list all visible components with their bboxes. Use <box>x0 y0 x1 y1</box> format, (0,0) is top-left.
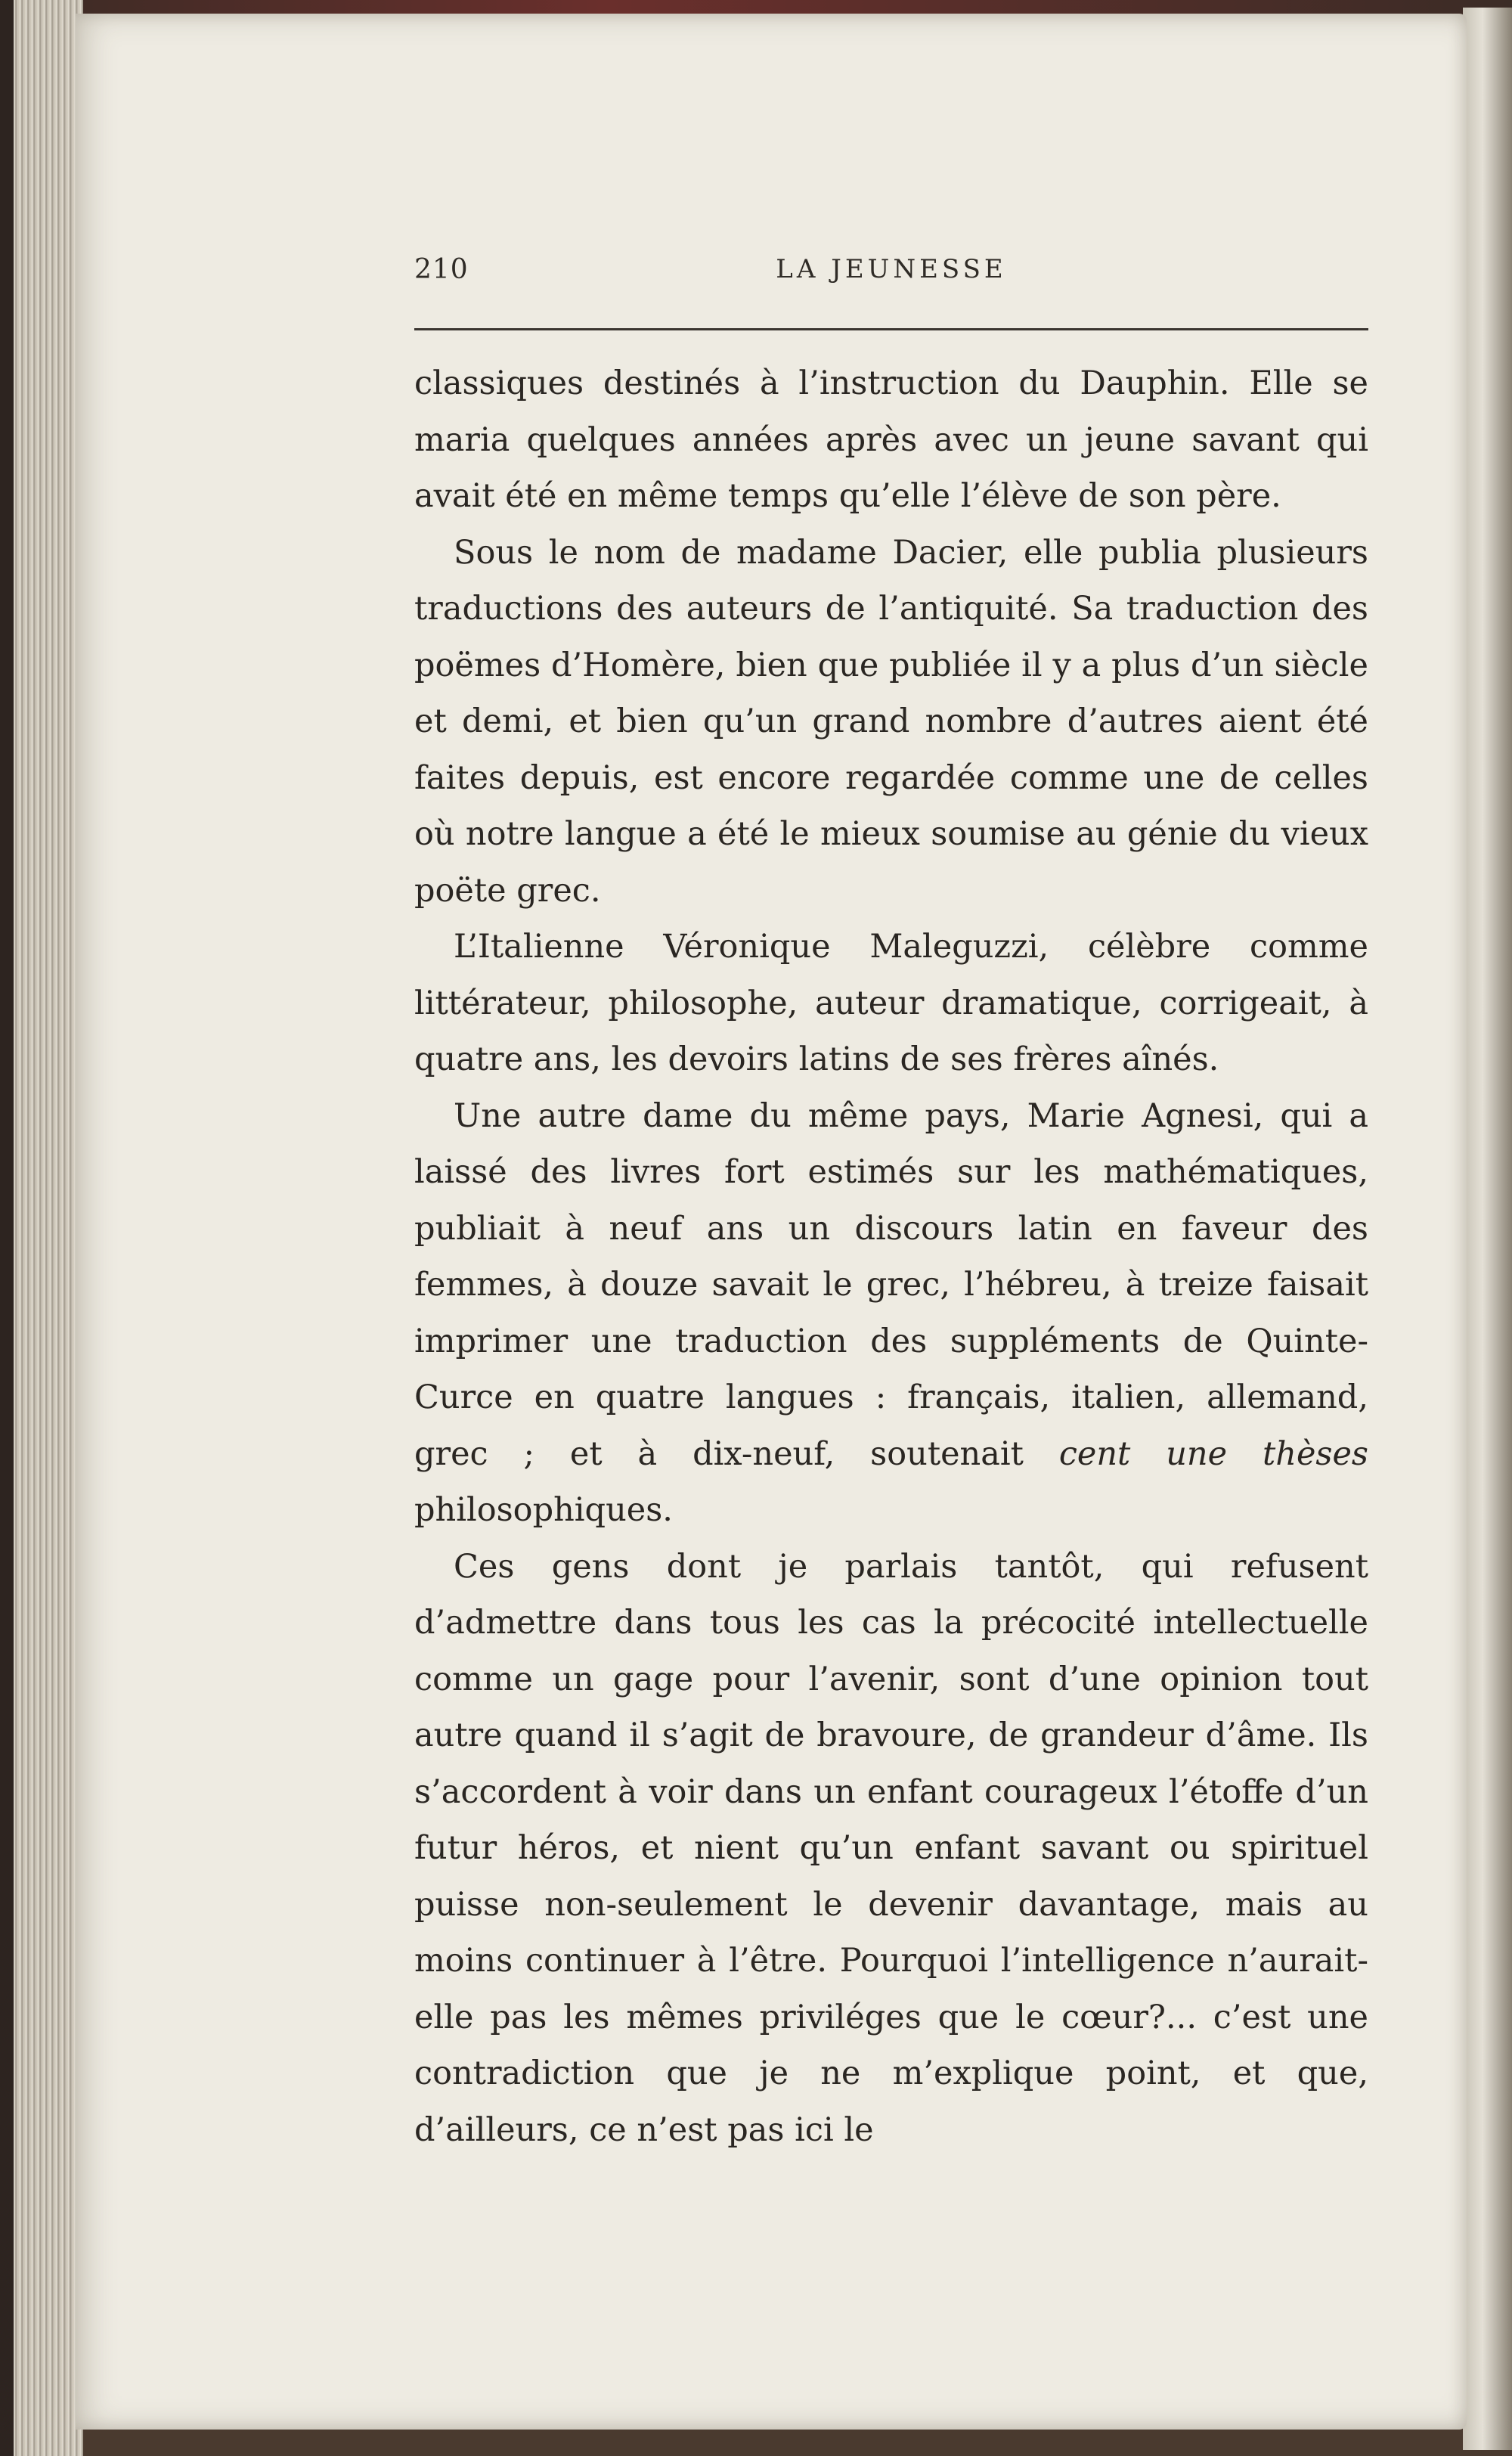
paragraph: Ces gens dont je parlais tantôt, qui refusent d’admettre dans tous les cas la précocité intellectuelle comme un gage pour l’avenir, sont d’une opinion tout autre quand il s’agit de bravoure, de grandeur d’âme. Ils s’accordent à voir dans un enfant courageux l’étoffe d’un futur héros, et nient qu’un enfant savant ou spirituel puisse non-seulement le devenir davantage, mais au moins continuer à l’être. Pourquoi l’intelligence n’aurait-elle pas les mêmes priviléges que le cœur?... c’est une contradiction que je ne m’explique point, et que, d’ailleurs, ce n’est pas ici le <box>414 1547 1368 2149</box>
right-page-edge <box>1463 8 1512 2450</box>
paragraph: classiques destinés à l’instruction du Dauphin. Elle se maria quelques années après avec un jeune savant qui avait été en même temps qu’elle l’élève de son père. <box>414 364 1368 515</box>
book-cover-edge <box>0 0 1512 14</box>
paragraph-text: philosophiques. <box>414 1491 673 1529</box>
page-number: 210 <box>414 254 469 285</box>
paragraph <box>414 1088 1368 1539</box>
italic-phrase: cent une thèses <box>1058 1434 1368 1473</box>
paragraph: L’Italienne Véronique Maleguzzi, célèbre comme littérateur, philosophe, auteur dramatique, corrigeait, à quatre ans, les devoirs latins de ses frères aînés. <box>414 928 1368 1078</box>
book-page-edges <box>0 0 83 2456</box>
page-header <box>414 254 1368 299</box>
book-binding <box>0 0 14 2456</box>
paragraph-text: Une autre dame du même pays, Marie Agnesi, qui a laissé des livres fort estimés sur les mathématiques, publiait à neuf ans un discours latin en faveur des femmes, à douze savait le grec, l’hébreu, à treize faisait imprimer une traduction des suppléments de Quinte-Curce en quatre langues : français, italien, allemand, grec ; et à dix-neuf, soutenait <box>414 1096 1368 1473</box>
running-head: LA JEUNESSE <box>776 254 1007 284</box>
body-text <box>414 355 1368 2158</box>
header-rule <box>414 328 1368 330</box>
paragraph: Sous le nom de madame Dacier, elle publia plusieurs traductions des auteurs de l’antiquité. Sa traduction des poëmes d’Homère, bien que publiée il y a plus d’un siècle et demi, et bien qu’un grand nombre d’autres aient été faites depuis, est encore regardée comme une de celles où notre langue a été le mieux soumise au génie du vieux poëte grec. <box>414 533 1368 910</box>
